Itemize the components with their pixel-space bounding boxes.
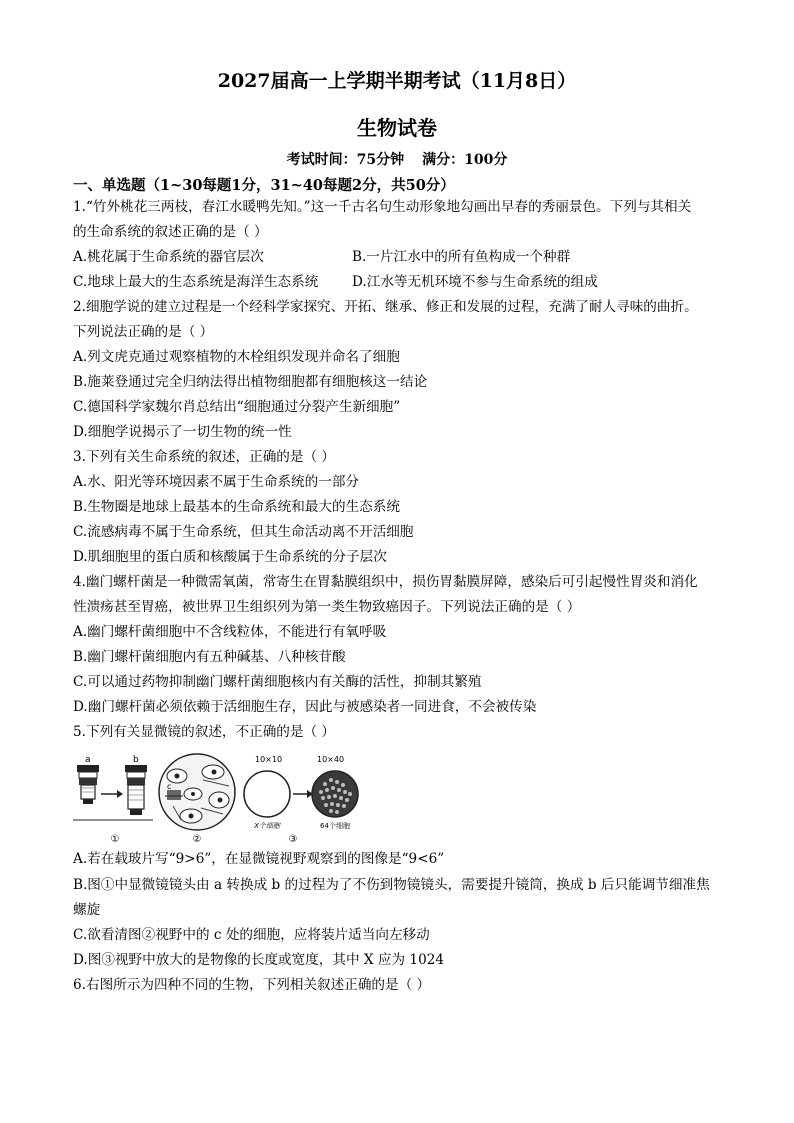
objective-lens-panel [73,755,153,845]
q4-option-a: A.幽门螺杆菌细胞中不含线粒体，不能进行有氧呼吸 [73,624,387,640]
q1-stem-line1: 1.“竹外桃花三两枝，春江水暖鸭先知。”这一千古名句生动形象地勾画出早春的秀丽景色。下列与其相关 [73,199,692,215]
objective-lens-b [125,765,147,815]
q5-option-b-line1: B.图①中显微镜镜头由 a 转换成 b 的过程为了不伤到物镜镜头，需要提升镜筒，换成 b 后只能调节细准焦 [73,877,710,893]
q5-stem: 5.下列有关显微镜的叙述，不正确的是（ ） [73,724,335,740]
exam-title: 2027届高一上学期半期考试（11月8日） [217,70,577,92]
q2-stem-line1: 2.细胞学说的建立过程是一个经科学家探究、开拓、继承、修正和发展的过程，充满了耐人寻味的曲折。 [73,299,698,315]
q4-stem-line2: 性溃疡甚至胃癌，被世界卫生组织列为第一类生物致癌因子。下列说法正确的是（ ） [73,599,581,615]
q3-option-c: C.流感病毒不属于生命系统，但其生命活动离不开活细胞 [73,524,414,540]
exam-info [0,149,794,169]
panel-number-3: ③ [288,834,298,845]
exam-time: 考试时间：75分钟 [286,152,405,168]
q4-option-c: C.可以通过药物抑制幽门螺杆菌细胞核内有关酶的活性，抑制其繁殖 [73,674,482,690]
q1-option-b: B.一片江水中的所有鱼构成一个种群 [352,249,571,265]
magnification-10x40: 10×40 [317,755,345,764]
q5-option-d: D.图③视野中放大的是物像的长度或宽度，其中 X 应为 1024 [73,952,445,968]
magnification-panel [244,755,358,845]
q3-option-d: D.肌细胞里的蛋白质和核酸属于生命系统的分子层次 [73,549,387,565]
section-heading: 一、单选题（1~30每题1分，31~40每题2分，共50分） [73,177,455,194]
q2-option-b: B.施莱登通过完全归纳法得出植物细胞都有细胞核这一结论 [73,374,428,390]
q5-option-c: C.欲看清图②视野中的 c 处的细胞，应将装片适当向左移动 [73,927,430,943]
q1-stem-line2: 的生命系统的叙述正确的是（ ） [73,224,268,240]
q5-option-b-line2: 螺旋 [73,902,101,918]
q2-option-d: D.细胞学说揭示了一切生物的统一性 [73,424,292,440]
label-a: a [85,755,91,765]
q3-option-a: A.水、阳光等环境因素不属于生命系统的一部分 [73,474,360,490]
q3-stem: 3.下列有关生命系统的叙述，正确的是（ ） [73,449,335,465]
microscope-figure [73,750,363,848]
q2-stem-line2: 下列说法正确的是（ ） [73,324,214,340]
q4-option-b: B.幽门螺杆菌细胞内有五种碱基、八种核苷酸 [73,649,346,665]
exam-score: 满分：100分 [422,152,508,168]
panel-number-2: ② [192,834,202,845]
label-c: c [167,782,172,791]
q1-option-c: C.地球上最大的生态系统是海洋生态系统 [73,274,319,290]
q6-stem: 6.右图所示为四种不同的生物，下列相关叙述正确的是（ ） [73,977,431,993]
panel-number-1: ① [110,834,120,845]
q4-option-d: D.幽门螺杆菌必须依赖于活细胞生存，因此与被感染者一同进食，不会被传染 [73,699,537,715]
q1-option-d: D.江水等无机环境不参与生命系统的组成 [352,274,598,290]
objective-lens-a [77,765,99,804]
label-b: b [133,755,139,765]
field-of-view-panel [159,754,235,845]
q1-option-a: A.桃花属于生命系统的器官层次 [73,249,264,265]
q4-stem-line1: 4.幽门螺杆菌是一种微需氧菌，常寄生在胃黏膜组织中，损伤胃黏膜屏障，感染后可引起慢性胃炎和消化 [73,574,698,590]
caption-x-cells: X个细胞 [254,822,280,830]
q3-option-b: B.生物圈是地球上最基本的生命系统和最大的生态系统 [73,499,400,515]
exam-subject: 生物试卷 [357,116,437,140]
q5-option-a: A.若在载玻片写“9>6”，在显微镜视野观察到的图像是“9<6” [73,851,445,867]
q2-option-c: C.德国科学家魏尔肖总结出“细胞通过分裂产生新细胞” [73,399,401,415]
caption-64-cells: 64个细胞 [320,822,350,830]
magnification-10x10: 10×10 [255,755,283,764]
q2-option-a: A.列文虎克通过观察植物的木栓组织发现并命名了细胞 [73,349,400,365]
